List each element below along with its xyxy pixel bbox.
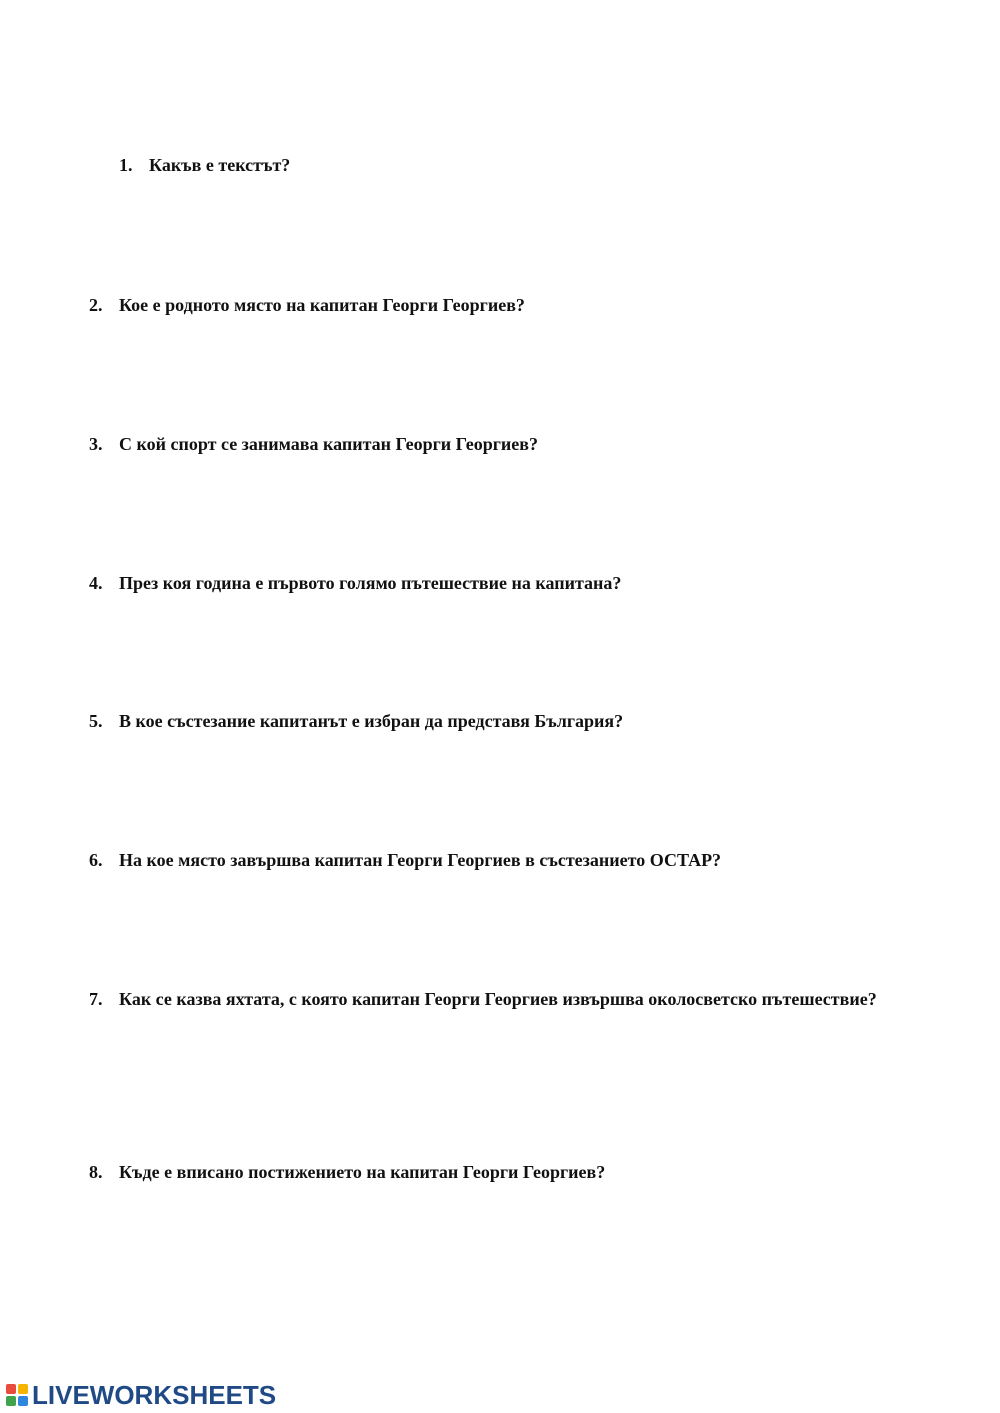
- question-text: На кое място завършва капитан Георги Георгиев в състезанието ОСТАР?: [119, 850, 722, 870]
- logo-block: [18, 1396, 28, 1406]
- question-number: 8.: [89, 1162, 103, 1182]
- question-text: Кое е родното място на капитан Георги Георгиев?: [119, 295, 525, 315]
- question-8: [89, 1155, 889, 1189]
- question-text: Какъв е текстът?: [149, 155, 291, 175]
- question-2: [89, 288, 889, 322]
- question-text: В кое състезание капитанът е избран да представя България?: [119, 711, 624, 731]
- question-text: През коя година е първото голямо пътешествие на капитана?: [119, 573, 622, 593]
- question-number: 3.: [89, 434, 103, 454]
- question-text: С кой спорт се занимава капитан Георги Георгиев?: [119, 434, 539, 454]
- question-number: 6.: [89, 850, 103, 870]
- question-7: [89, 982, 879, 1016]
- question-1: [119, 148, 519, 182]
- question-number: 2.: [89, 295, 103, 315]
- liveworksheets-logo: [6, 1380, 276, 1410]
- logo-text: LIVEWORKSHEETS: [32, 1379, 277, 1410]
- question-number: 7.: [89, 989, 103, 1009]
- logo-block: [6, 1396, 16, 1406]
- question-6: [89, 843, 889, 877]
- question-5: [89, 704, 889, 738]
- question-text: Как се казва яхтата, с която капитан Георги Георгиев извършва околосветско пътешествие?: [119, 989, 877, 1009]
- logo-blocks-icon: [6, 1384, 28, 1406]
- question-number: 5.: [89, 711, 103, 731]
- question-4: [89, 566, 889, 600]
- logo-block: [18, 1384, 28, 1394]
- question-number: 4.: [89, 573, 103, 593]
- question-text: Къде е вписано постижението на капитан Георги Георгиев?: [119, 1162, 606, 1182]
- question-number: 1.: [119, 155, 133, 175]
- logo-block: [6, 1384, 16, 1394]
- question-3: [89, 427, 889, 461]
